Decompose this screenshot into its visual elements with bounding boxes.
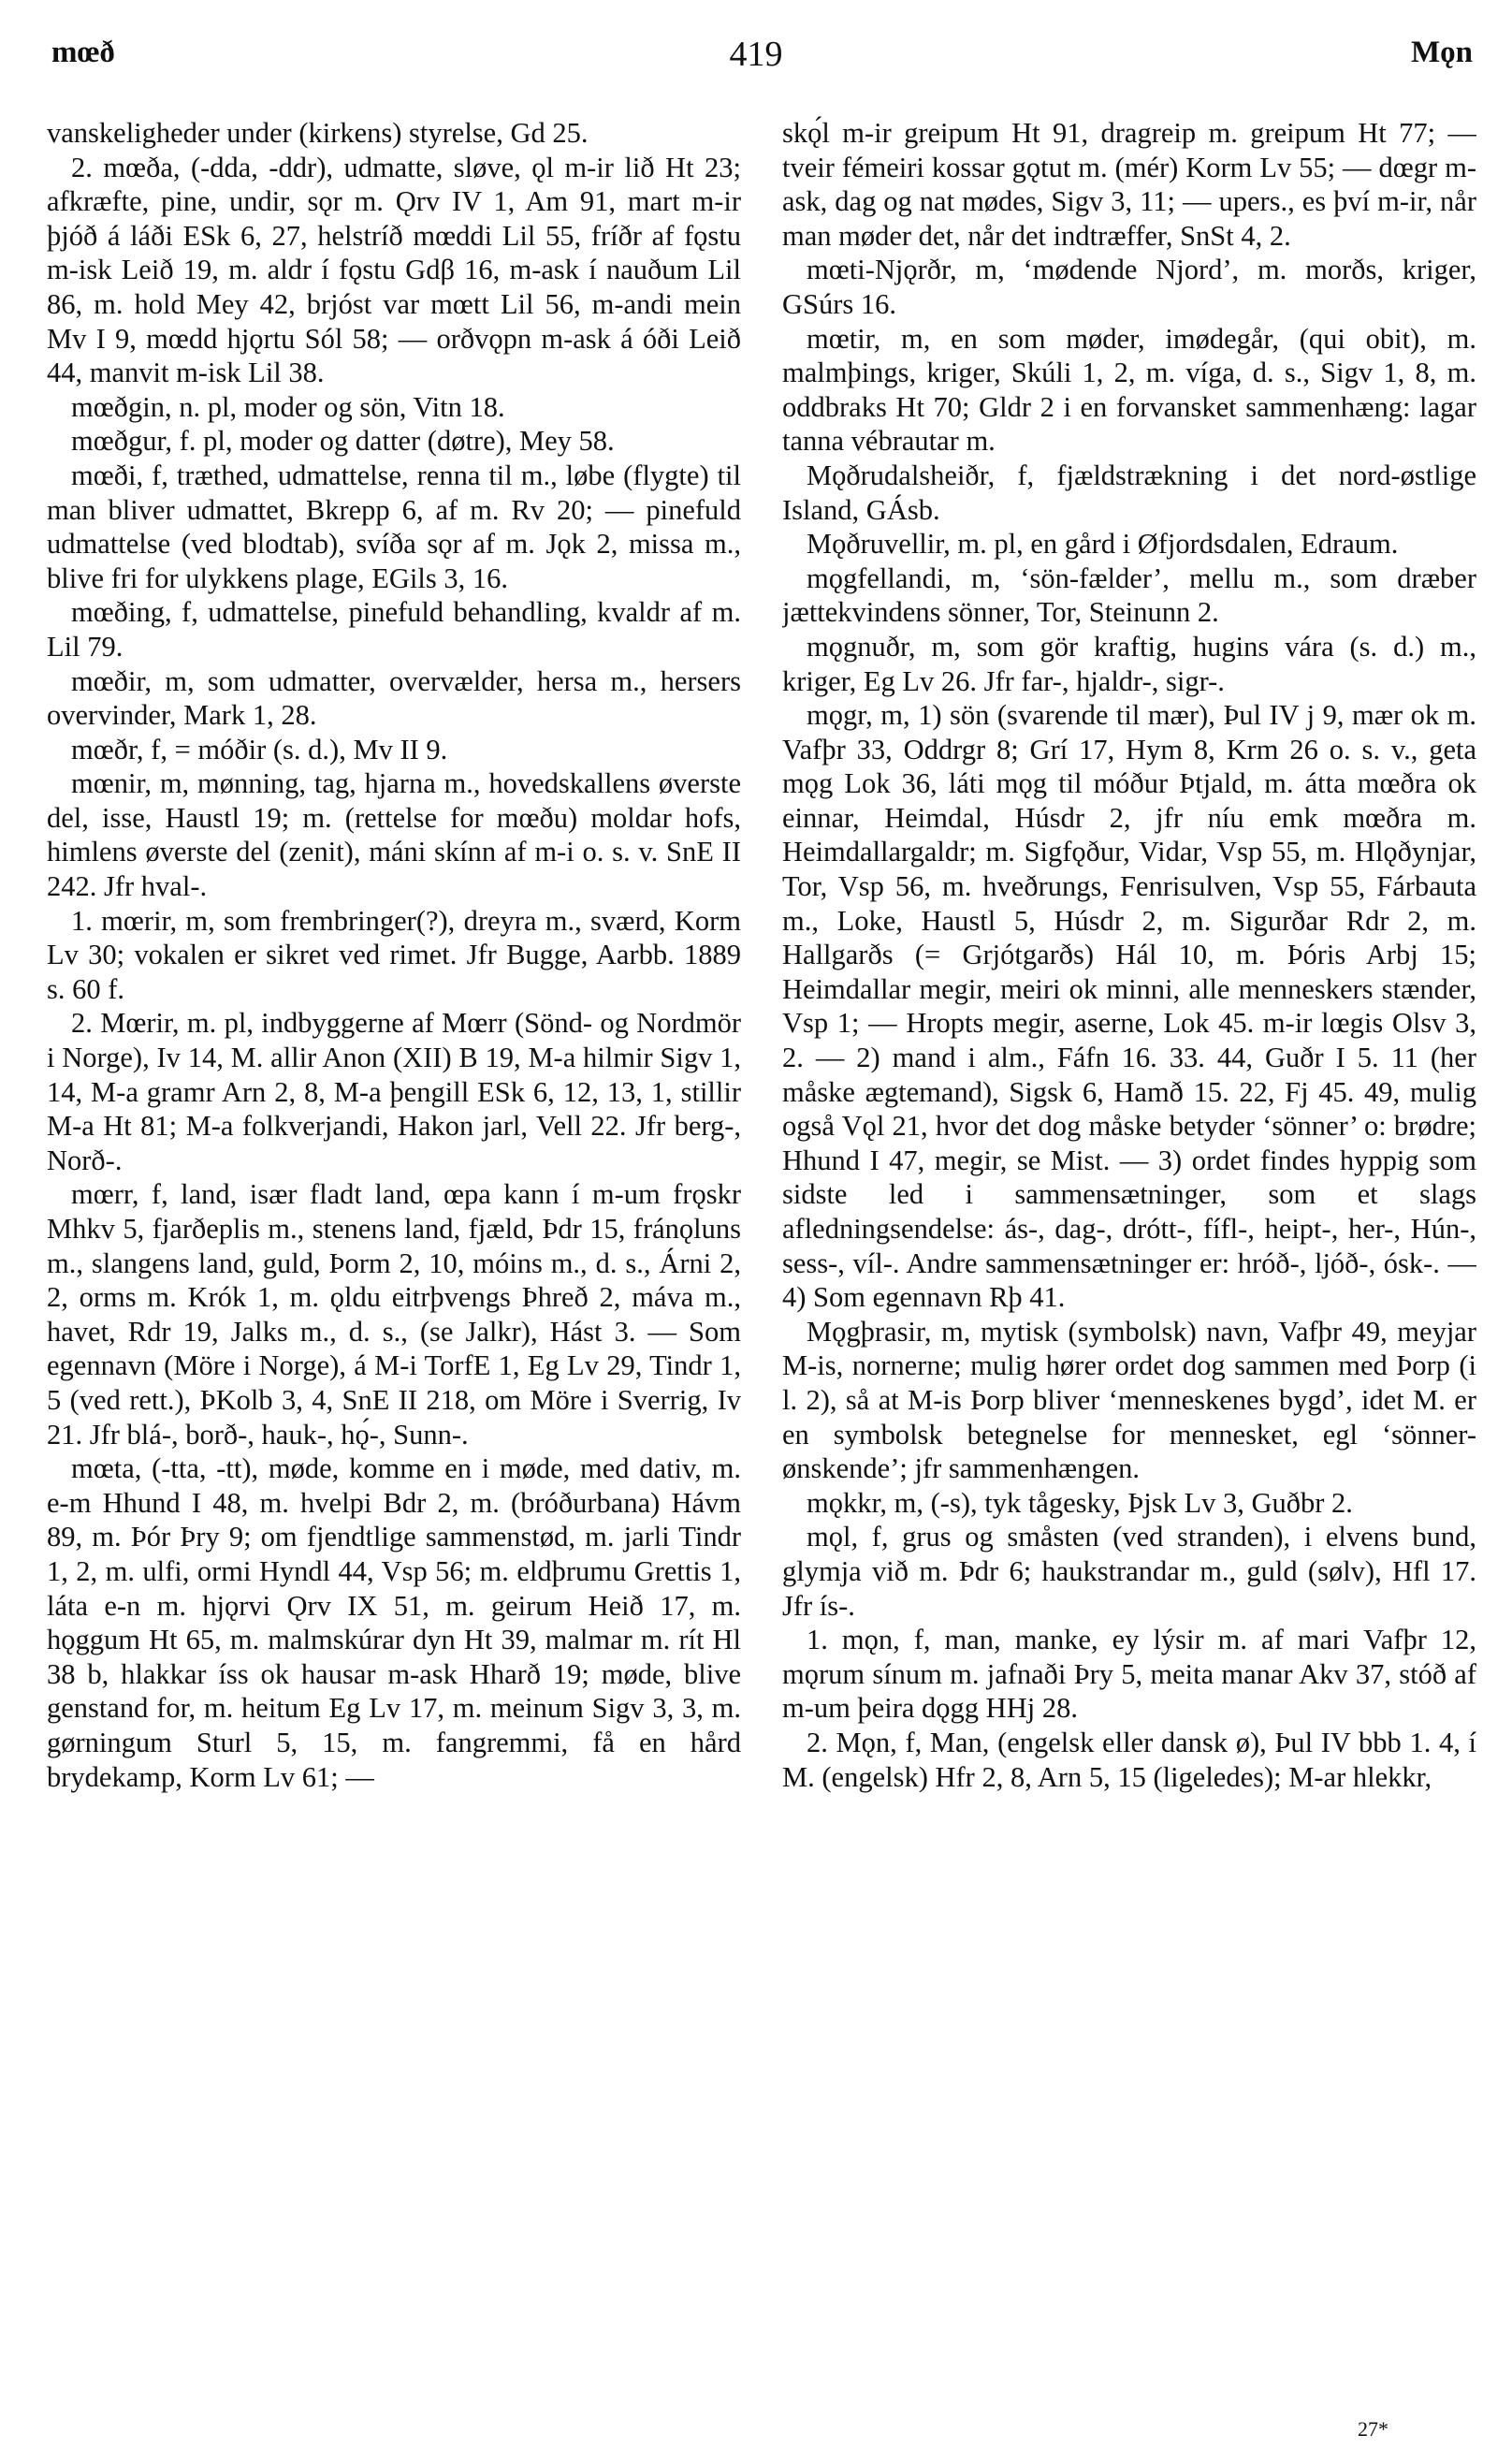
dictionary-entry: Mǫgþrasir, m, mytisk (symbolsk) navn, Vafþr 49, meyjar M-is, nornerne; mulig hører ordet dog sammen med Þorp (i l. 2), så at M-is Þorp bliver ‘menneskenes bygd’, idet M. er en symbolsk betegnelse for mennesket, egl ‘sönner-ønskende’; jfr sammenhængen. [782, 1315, 1476, 1485]
dictionary-entry: mǫkkr, m, (-s), tyk tågesky, Þjsk Lv 3, Guðbr 2. [807, 1486, 1353, 1519]
dictionary-entry: Mǫðrudalsheiðr, f, fjældstrækning i det nord-østlige Island, GÁsb. [782, 459, 1476, 526]
dictionary-entry: mœrr, f, land, især fladt land, œpa kann í m-um frǫskr Mhkv 5, fjarðeplis m., stenens land, fjæld, Þdr 15, fránǫluns m., slangens land, guld, Þorm 2, 10, móins m., d. s., Árni 2, 2, orms m. Krók 1, m. ǫldu eitrþvengs Þhreð 2, máva m., havet, Rdr 19, Jalks m., d. s., (se Jalkr), Hást 3. — Som egennavn (Möre i Norge), á M-i TorfE 1, Eg Lv 29, Tindr 1, 5 (ved rett.), ÞKolb 3, 4, SnE II 218, om Möre i Sverrig, Iv 21. Jfr blá-, borð-, hauk-, hǫ́-, Sunn-. [47, 1178, 741, 1451]
dictionary-entry: skǫ́l m-ir greipum Ht 91, dragreip m. greipum Ht 77; — tveir fémeiri kossar gǫtut m. (mér) Korm Lv 55; — dœgr m-ask, dag og nat mødes, Sigv 3, 11; — upers., es því m-ir, når man møder det, når det indtræffer, SnSt 4, 2. [782, 117, 1476, 252]
dictionary-entry: mœðgur, f. pl, moder og datter (døtre), Mey 58. [71, 425, 615, 458]
dictionary-entry: mœðir, m, som udmatter, overvælder, hersa m., hersers overvinder, Mark 1, 28. [47, 664, 741, 732]
dictionary-entry: mœti-Njǫrðr, m, ‘mødende Njord’, m. morðs, kriger, GSúrs 16. [782, 254, 1476, 320]
dictionary-entry: 2. mœða, (-dda, -ddr), udmatte, sløve, ǫl m-ir lið Ht 23; afkræfte, pine, undir, sǫr m. Ǫrv IV 1, Am 91, mart m-ir þjóð á láði ESk 6, 27, helstríð mœddi Lil 55, fríðr af fǫstu m-isk Leið 19, m. aldr í fǫstu Gdβ 16, m-ask í nauðum Lil 86, m. hold Mey 42, brjóst var mœtt Lil 56, m-andi mein Mv I 9, mœdd hjǫrtu Sól 58; — orðvǫpn m-ask á óði Leið 44, manvit m-isk Lil 38. [47, 151, 741, 389]
dictionary-entry: 1. mǫn, f, man, manke, ey lýsir m. af mari Vafþr 12, mǫrum sínum m. jafnaði Þry 5, meita manar Akv 37, stóð af m-um þeira dǫgg HHj 28. [782, 1624, 1476, 1725]
page-number: 419 [729, 35, 783, 74]
dictionary-entry: mǫl, f, grus og småsten (ved stranden), i elvens bund, glymja við m. Þdr 6; haukstrandar m., guld (sølv), Hfl 17. Jfr ís-. [782, 1521, 1476, 1622]
right-column [782, 116, 1476, 2409]
dictionary-entry: 2. Mœrir, m. pl, indbyggerne af Mœrr (Sönd- og Nordmör i Norge), Iv 14, M. allir Anon (XII) B 19, M-a hilmir Sigv 1, 14, M-a gramr Arn 2, 8, M-a þengill ESk 6, 12, 13, 1, stillir M-a Ht 81; M-a folkverjandi, Hakon jarl, Vell 22. Jfr berg-, Norð-. [47, 1007, 741, 1176]
dictionary-entry: Mǫðruvellir, m. pl, en gård i Øfjordsdalen, Edraum. [807, 528, 1399, 561]
page-header [0, 0, 1512, 84]
dictionary-entry: 2. Mǫn, f, Man, (engelsk eller dansk ø), Þul IV bbb 1. 4, í M. (engelsk) Hfr 2, 8, Arn 5, 15 (ligeledes); M-ar hlekkr, [782, 1726, 1476, 1793]
signature-mark: 27* [1358, 2417, 1388, 2441]
dictionary-entry: mœtir, m, en som møder, imødegår, (qui obit), m. malmþings, kriger, Skúli 1, 2, m. víga, d. s., Sigv 1, 8, m. oddbraks Ht 70; Gldr 2 i en forvansket sammenhæng: lagar tanna vébrautar m. [782, 322, 1476, 458]
running-headword-right: Mǫn [1411, 36, 1473, 69]
running-headword-left: mœð [51, 36, 115, 69]
dictionary-entry: mœðing, f, udmattelse, pinefuld behandling, kvaldr af m. Lil 79. [47, 596, 741, 663]
dictionary-entry: mǫgnuðr, m, som gör kraftig, hugins vára (s. d.) m., kriger, Eg Lv 26. Jfr far-, hjaldr-, sigr-. [782, 630, 1476, 697]
dictionary-entry: mœta, (-tta, -tt), møde, komme en i møde, med dativ, m. e-m Hhund I 48, m. hvelpi Bdr 2, m. (bróðurbana) Hávm 89, m. Þór Þry 9; om fjendtlige sammenstød, m. jarli Tindr 1, 2, m. ulfi, ormi Hyndl 44, Vsp 56; m. eldþrumu Grettis 1, láta e-n m. hjǫrvi Ǫrv IX 51, m. geirum Heið 17, m. hǫggum Ht 65, m. malmskúrar dyn Ht 39, malmar m. rít Hl 38 b, hlakkar íss ok hausar m-ask Hharð 19; møde, blive genstand for, m. heitum Eg Lv 17, m. meinum Sigv 3, 3, m. gørningum Sturl 5, 15, m. fangremmi, få en hård brydekamp, Korm Lv 61; — [47, 1452, 741, 1793]
left-column [47, 116, 741, 2409]
dictionary-entry: vanskeligheder under (kirkens) styrelse, Gd 25. [47, 117, 589, 149]
dictionary-entry: mœðr, f, = móðir (s. d.), Mv II 9. [71, 733, 448, 765]
dictionary-entry: 1. mœrir, m, som frembringer(?), dreyra m., sværd, Korm Lv 30; vokalen er sikret ved rimet. Jfr Bugge, Aarbb. 1889 s. 60 f. [47, 904, 741, 1005]
dictionary-entry: mœði, f, træthed, udmattelse, renna til m., løbe (flygte) til man bliver udmattet, Bkrepp 6, af m. Rv 20; — pinefuld udmattelse (ved blodtab), svíða sǫr af m. Jǫk 2, missa m., blive fri for ulykkens plage, EGils 3, 16. [47, 459, 741, 594]
dictionary-entry: mœnir, m, mønning, tag, hjarna m., hovedskallens øverste del, isse, Haustl 19; m. (rettelse for mœðu) moldar hofs, himlens øverste del (zenit), máni skínn af m-i o. s. v. SnE II 242. Jfr hval-. [47, 767, 741, 903]
dictionary-entry: mǫgfellandi, m, ‘sön-fælder’, mellu m., som dræber jættekvindens sönner, Tor, Steinunn 2. [782, 561, 1476, 629]
dictionary-entry: mǫgr, m, 1) sön (svarende til mær), Þul IV j 9, mær ok m. Vafþr 33, Oddrgr 8; Grí 17, Hym 8, Krm 26 o. s. v., geta mǫg Lok 36, láti mǫg til móður Þtjald, m. átta mœðra ok einnar, Heimdal, Húsdr 2, jfr níu emk mœðra m. Heimdallargaldr; m. Sigfǫður, Vidar, Vsp 55, m. Hlǫðynjar, Tor, Vsp 56, m. hveðrungs, Fenrisulven, Vsp 55, Fárbauta m., Loke, Haustl 5, Húsdr 2, m. Sigurðar Rdr 2, m. Hallgarðs (= Grjótgarðs) Hál 10, m. Þóris Arbj 15; Heimdallar megir, meiri ok minni, alle menneskers stænder, Vsp 1; — Hropts megir, aserne, Lok 45. m-ir lœgis Olsv 3, 2. — 2) mand i alm., Fáfn 16. 33. 44, Guðr I 5. 11 (her måske ægtemand), Sigsk 6, Hamð 15. 22, Fj 45. 49, mulig også Vǫl 21, hvor det dog måske betyder ‘sönner’ o: brødre; Hhund I 47, megir, se Mist. — 3) ordet findes hyppig som sidste led i sammensætninger, som et slags afledningsendelse: ás-, dag-, drótt-, fífl-, heipt-, her-, Hún-, sess-, víl-. Andre sammensætninger er: hróð-, ljóð-, ósk-. — 4) Som egennavn Rþ 41. [782, 699, 1476, 1314]
dictionary-entry: mœðgin, n. pl, moder og sön, Vitn 18. [71, 390, 505, 423]
